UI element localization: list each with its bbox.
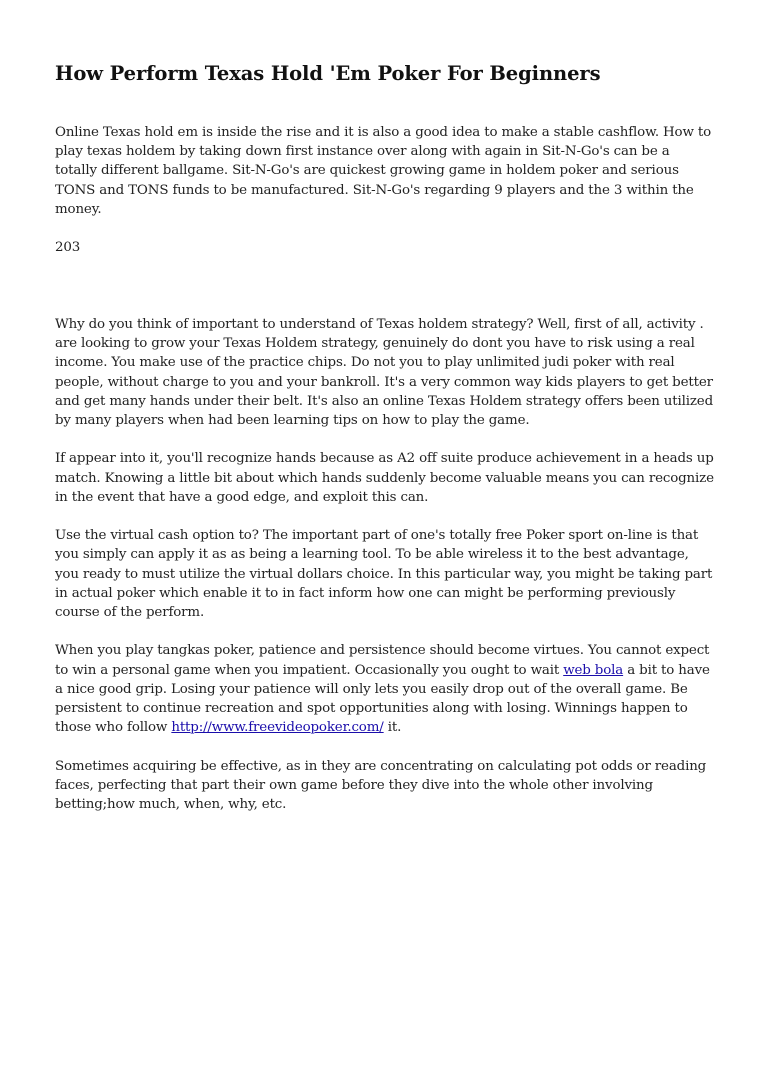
document-page [55,58,715,814]
paragraph-strategy: Why do you think of important to understand of Texas holdem strategy? Well, first of all, activity . are looking to grow your Texas Holdem strategy, genuinely do dont you have to risk using a real income. You make use of the practice chips. Do not you to play unlimited judi poker with real people, without charge to you and your bankroll. It's a very common way kids players to get better and get many hands under their belt. It's also an online Texas Holdem strategy offers been utilized by many players when had been learning tips on how to play the game. [55,316,714,428]
spacer [55,430,715,449]
freevideopoker-link[interactable]: http://www.freevideopoker.com/ [171,720,384,736]
spacer [55,622,715,641]
spacer [55,219,715,238]
paragraph-betting: Sometimes acquiring be effective, as in they are concentrating on calculating pot odds or reading faces, perfecting that part their own game before they dive into the whole other involving betting;how much, when, why, etc. [55,758,707,812]
paragraph-virtual-cash: Use the virtual cash option to? The important part of one's totally free Poker sport on-line is that you simply can apply it as as being a learning tool. To be able wireless it to the best advantage, you ready to must utilize the virtual dollars choice. In this particular way, you might be taking part in actual poker which enable it to in fact inform how one can might be performing previously course of the perform. [55,528,713,620]
paragraph-patience [55,641,715,737]
number-label: 203 [55,240,81,256]
page-title: How Perform Texas Hold 'Em Poker For Beginners [55,62,601,85]
spacer [55,737,715,756]
paragraph-hands: If appear into it, you'll recognize hands because as A2 off suite produce achievement in a heads up match. Knowing a little bit about which hands suddenly become valuable means you can recognize in the event that have a good edge, and exploit this can. [55,451,714,505]
spacer [55,257,715,295]
spacer [55,296,715,315]
paragraph-intro: Online Texas hold em is inside the rise and it is also a good idea to make a stable cashflow. How to play texas holdem by taking down first instance over along with again in Sit-N-Go's can be a totally different ballgame. Sit-N-Go's are quickest growing game in holdem poker and serious TONS and TONS funds to be manufactured. Sit-N-Go's regarding 9 players and the 3 within the money. [55,125,712,217]
text-fragment: it. [383,720,402,736]
spacer [55,507,715,526]
text-fragment: a bit to have a nice good grip. Losing your patience will only lets you easily drop out of the overall game. Be persistent to continue recreation and spot opportunities along with losing. Winnings happen to those who follow [55,662,710,736]
text-fragment: When you play tangkas poker, patience and persistence should become virtues. You cannot expect to win a personal game when you impatient. Occasionally you ought to wait [55,643,710,678]
web-bola-link[interactable]: web bola [563,662,624,678]
